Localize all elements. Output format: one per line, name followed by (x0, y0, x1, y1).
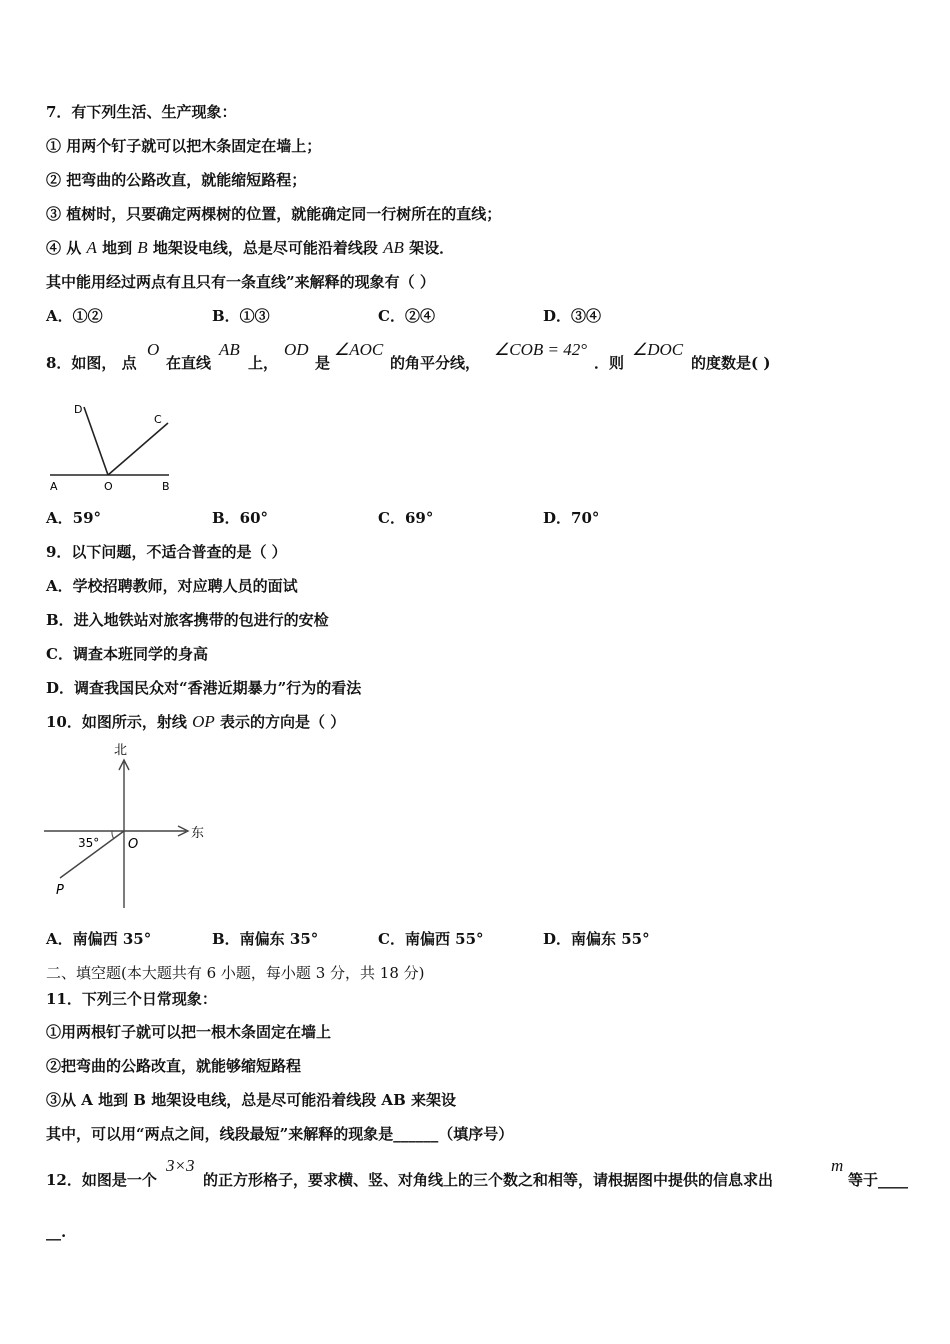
q7-option-b[interactable]: B．①③ (212, 307, 270, 325)
label-c: C (154, 413, 162, 426)
q8-angle-aoc: ∠AOC (334, 340, 384, 359)
q9-option-a[interactable]: A．学校招聘教师，对应聘人员的面试 (46, 577, 298, 595)
q8-option-d[interactable]: D．70° (543, 509, 600, 527)
label-b: B (162, 480, 170, 493)
q7-stem: 7．有下列生活、生产现象： (46, 103, 237, 121)
point-b-label: B (137, 238, 148, 257)
q7-option-c[interactable]: C．②④ (378, 307, 435, 325)
angle-label: 35° (78, 836, 100, 850)
q12-text-3: 等于____ (848, 1171, 909, 1189)
east-label: 东 (191, 826, 205, 841)
q8-option-a[interactable]: A．59° (46, 509, 102, 527)
q8-ray-od: OD (284, 340, 309, 359)
label-a: A (50, 480, 58, 493)
label-d: D (74, 403, 83, 416)
q8-text-2: 在直线 (166, 354, 212, 372)
q8-option-b[interactable]: B．60° (212, 509, 269, 527)
q8-text-3: 上， (248, 354, 279, 372)
q10-option-d[interactable]: D．南偏东 55° (543, 930, 650, 948)
q10-stem (46, 712, 345, 732)
q8-text-4: 是 (315, 354, 331, 372)
q7-item-1: ① 用两个钉子就可以把木条固定在墙上； (46, 137, 322, 155)
q7-item-2: ② 把弯曲的公路改直，就能缩短路程； (46, 171, 307, 189)
north-label: 北 (114, 743, 128, 758)
ray-od (84, 407, 108, 475)
origin-label: O (128, 837, 139, 852)
segment-ab-label: AB (383, 238, 404, 257)
ray-op-label: OP (192, 712, 215, 731)
q11-question: 其中，可以用“两点之间，线段最短”来解释的现象是______（填序号） (46, 1125, 514, 1143)
q10-stem-b: 表示的方向是（ ） (214, 713, 346, 731)
q7-option-d[interactable]: D．③④ (543, 307, 602, 325)
point-a-label: A (86, 238, 97, 257)
q8-angle-cob: ∠COB = 42° (494, 340, 588, 359)
q8-angle-doc: ∠DOC (632, 340, 684, 359)
q10-option-c[interactable]: C．南偏西 55° (378, 930, 484, 948)
q9-option-d[interactable]: D．调查我国民众对“香港近期暴力”行为的看法 (46, 679, 362, 697)
q7-item-4 (46, 238, 454, 258)
q8-text-7: 的度数是( ) (691, 354, 771, 372)
q11-stem: 11．下列三个日常现象： (46, 990, 217, 1008)
q9-option-c[interactable]: C．调查本班同学的身高 (46, 645, 208, 663)
q12-grid-size: 3×3 (166, 1156, 195, 1175)
q11-item-2: ②把弯曲的公路改直，就能够缩短路程 (46, 1057, 302, 1075)
q8-text-1: 8．如图， 点 (46, 354, 137, 372)
q8-text-6: ．则 (594, 354, 625, 372)
q10-figure (40, 740, 230, 910)
q7-option-a[interactable]: A．①② (46, 307, 103, 325)
q7-question: 其中能用经过两点有且只有一条直线”来解释的现象有（ ） (46, 273, 435, 291)
q12-text-4: __. (46, 1223, 67, 1241)
q7-item-3: ③ 植树时，只要确定两棵树的位置，就能确定同一行树所在的直线； (46, 205, 502, 223)
q12-variable-m: m (831, 1156, 844, 1175)
q8-line-ab: AB (219, 340, 240, 359)
q8-option-c[interactable]: C．69° (378, 509, 434, 527)
q7-item-4-text-a: ④ 从 (46, 239, 87, 257)
q10-stem-a: 10．如图所示，射线 (46, 713, 193, 731)
q11-item-1: ①用两根钉子就可以把一根木条固定在墙上 (46, 1023, 332, 1041)
q7-item-4-text-c: 地架设电线，总是尽可能沿着线段 (147, 239, 384, 257)
q7-item-4-text-b: 地到 (96, 239, 138, 257)
q8-text-5: 的角平分线， (390, 354, 481, 372)
q9-option-b[interactable]: B．进入地铁站对旅客携带的包进行的安检 (46, 611, 329, 629)
q12-text-1: 12．如图是一个 (46, 1171, 157, 1189)
angle-arc (112, 831, 114, 839)
q12-text-2: 的正方形格子，要求横、竖、对角线上的三个数之和相等，请根据图中提供的信息求出 (203, 1171, 774, 1189)
q7-item-4-text-d: 架设． (403, 239, 455, 257)
label-o: O (104, 480, 113, 493)
q11-item-3: ③从 A 地到 B 地架设电线，总是尽可能沿着线段 AB 来架设 (46, 1091, 456, 1109)
section-2-title: 二、填空题(本大题共有 6 小题，每小题 3 分，共 18 分) (46, 964, 425, 982)
ray-oc (108, 423, 168, 475)
point-p-label: P (56, 883, 64, 898)
q8-point-o: O (147, 340, 160, 359)
q9-stem: 9．以下问题，不适合普查的是（ ） (46, 543, 287, 561)
q8-figure (44, 395, 184, 495)
q10-option-a[interactable]: A．南偏西 35° (46, 930, 152, 948)
q10-option-b[interactable]: B．南偏东 35° (212, 930, 319, 948)
